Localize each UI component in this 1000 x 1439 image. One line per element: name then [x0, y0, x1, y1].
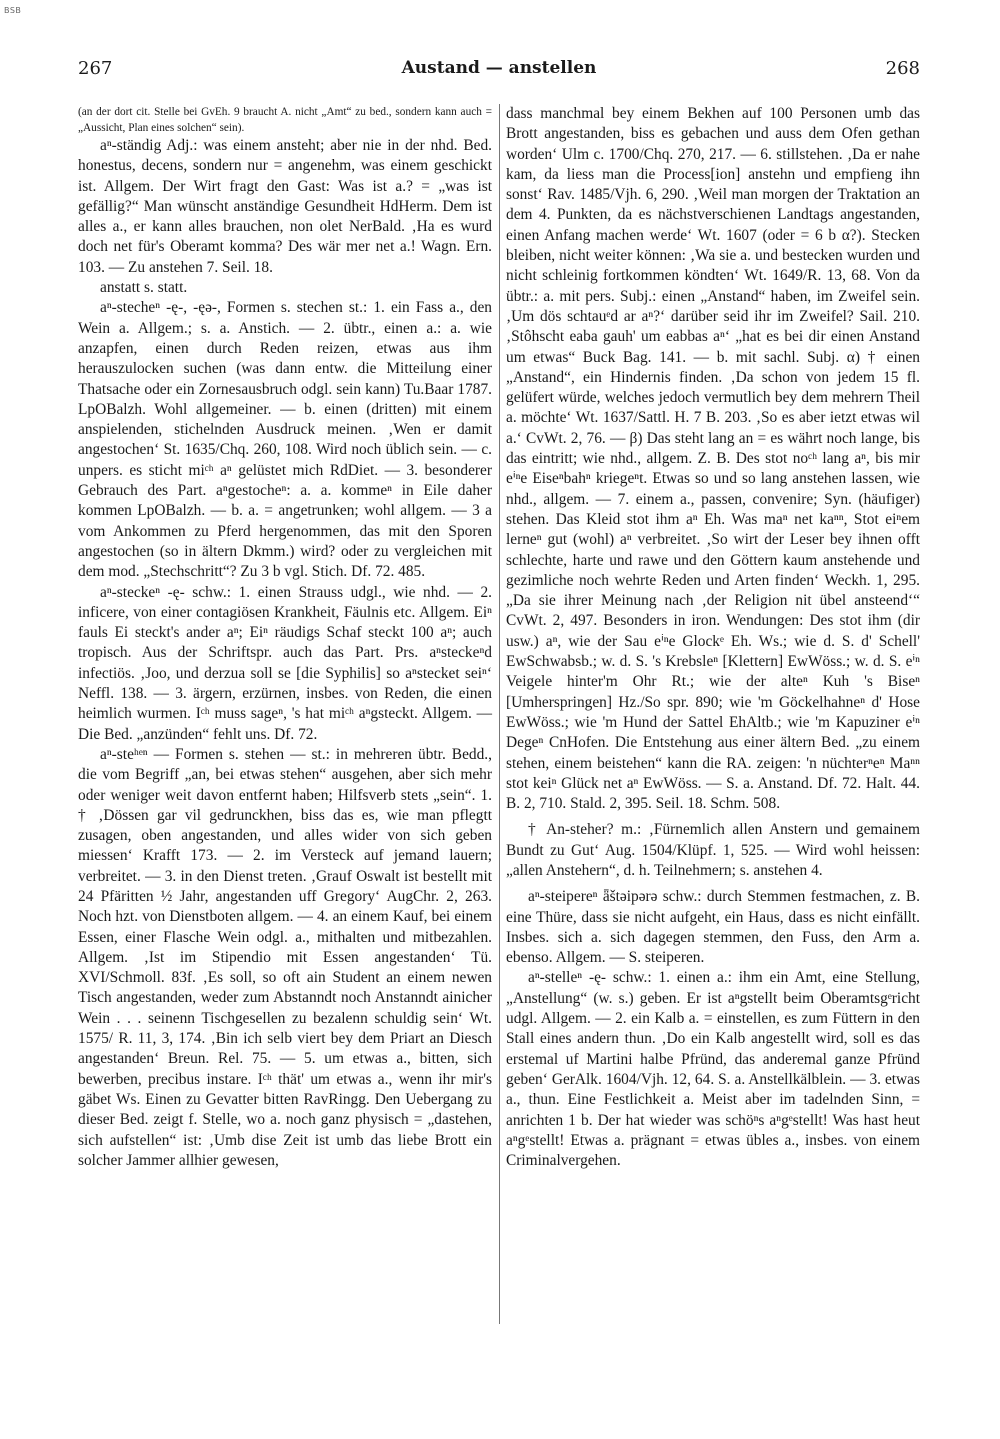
right-column: [506, 104, 920, 1171]
entry-anstehen-continued: dass manchmal bey einem Bekhen auf 100 Personen umb das Brott angestanden, biss es gebachen und auss dem Ofen gethan worden‘ Ulm c. 1700/Chq. 270, 217. — 6. stillstehen. ‚Da er nahe kam, da liess man die Process[ion] anstehn und empfieng ihn sonst‘ Rav. 1485/Vjh. 6, 290. ‚Weil man morgen der Traktation an dem 4. Punkten, da es nächstverschienen Landtags angestanden, einen Anfang machen werde‘ Wt. 1607 (oder = 6 b α?). Stecken bleiben, nicht weiter können: ‚Wa sie a. und bestecken wurden und nicht schleinig fortkommen köndten‘ Wt. 1649/R. 13, 68. Von da übtr.: a. mit pers. Subj.: einen „Anstand“ haben, im Zweifel sein. ‚Um dös schtauᵉd ar aⁿ?‘ darüber seid ihr im Zweifel? Sail. 210. ‚Stôhscht eaba gauh' um eabbas aⁿ‘ „hat es bei dir einen Anstand um etwas“ Buck Bag. 141. — b. mit sachl. Subj. α) † einen „Anstand“, ein Hindernis finden. ‚Da schon von jedem 15 fl. gelüfert würde, welches jedoch vermutlich bey dem mehrern Theil a. möchte‘ Wt. 1637/Sattl. H. 7 B. 203. ‚So es aber ietzt etwas wil a.‘ CvWt. 2, 76. — β) Das steht lang an = es währt noch lange, bis das eintritt; wie nhd., allgem. Z. B. Des stot noᶜʰ lang aⁿ, bis mir eⁱⁿe Eiseⁿbahⁿ kriegeⁿt. Etwas so und so lang anstehen lassen, wie nhd., allgem. — 7. einem a., passen, convenire; Syn. (häufiger) stehen. Das Kleid stot ihm aⁿ Eh. Was maⁿ net kaⁿⁿ, Stot eiⁿem lerneⁿ gut (wohl) aⁿ verbreitet. ‚So wirt der Leser bey ihnen offt schlechte, harte und rawe und den Göttern kaum anstehende und gezimliche noch wehrte Reden und Arten finden‘ Weckh. 1, 295. „Da sie ihrer Meinung nach ‚der Religion nit übel ansteend‘“ CvWt. 2, 497. Besonders in iron. Wendungen: Des stot ihm (dir usw.) aⁿ, wie der Sau eⁱⁿe Glockᵉ Eh. Ws.; wie d. S. d' Schell' EwSchwabsb.; w. d. S. 's Krebsleⁿ [Klettern] EwWöss.; w. d. S. eⁱⁿ Veigele hinter'm Ohr Rt.; wie der alteⁿ Kuh 's Biseⁿ [Umherspringen] Hz./So spr. 890; wie 'm Göckelhahneⁿ d' Hose EwWöss.; wie 'm Hund der Sattel EhAltb.; wie 'm Kapuziner eⁱⁿ Degeⁿ CnHofen. Die Entstehung aus einer ältern Bed. „zu einem stehen, einem beistehen“ kann die RA. zeigen: 'n nüchterⁿeⁿ Maⁿⁿ stot keiⁿ Glück net aⁿ EwWöss. — S. a. Anstand. Df. 72. Halt. 44. B. 2, 710. Stald. 2, 395. Seil. 18. Schm. 508.: [506, 105, 920, 813]
entry-note: (an der dort cit. Stelle bei GvEh. 9 braucht A. nicht „Amt“ zu bed., sondern kann auch = „Aussicht, Plan eines solchen“ sein).: [78, 106, 492, 134]
entry-ansteher: † An-steher? m.: ‚Fürnemlich allen Anstern und gemainem Bundt zu Gut‘ Aug. 1504/Klüpf. 1, 525. — Wird wohl heissen: „allen Anstehern“, d. h. Teilnehmern; s. anstehen 4.: [506, 821, 920, 879]
library-stamp: BSB: [4, 6, 22, 15]
entry-anstatt: anstatt s. statt.: [100, 279, 188, 297]
entry-anstechen: aⁿ-stecheⁿ -ę-, -ęə-, Formen s. stechen st.: 1. ein Fass a., den Wein a. Allgem.; s. a. Anstich. — 2. übtr., einen a.: a. wie anzapfen, einen durch Reden reizen, etwas aus ihm herauszulocken suchen (was dann entw. die Mitteilung einer Thatsache oder ein Zornesausbruch odgl. sein kann) Tu.Baar 1787. LpOBalzh. Wohl allgemeiner. — b. einen (dritten) mit einem anspielenden, stichelnden Ausdruck meinen. ‚Wen er damit angestochen‘ St. 1635/Chq. 260, 108. Wird noch üblich sein. — c. unpers. es sticht miᶜʰ aⁿ gelüstet mich RdDiet. — 3. besonderer Gebrauch des Part. aⁿgestocheⁿ: a. a. kommeⁿ in Eile daher kommen LpOBalzh. — b. a. = angetrunken; wohl allgem. — 3 a vom Ankommen zu Pferd hergenommen, das mit den Sporen angestochen (so in ältern Dkmm.) wird? oder zu vergleichen mit dem mod. „Stechschritt“? Zu 3 b vgl. Stich. Df. 72. 485.: [78, 299, 492, 581]
page-number-right: 268: [885, 58, 920, 79]
left-column: [78, 104, 492, 1171]
entry-anstecken: aⁿ-steckeⁿ -ę- schw.: 1. einen Strauss udgl., wie nhd. — 2. inficere, von einer contagiösen Krankheit, Fäulnis etc. Allgem. Eiⁿ fauls Ei steckt's ander aⁿ; Eiⁿ räudigs Schaf steckt 100 aⁿ; auch tropisch. Aus der Schriftspr. auch das Part. Prs. aⁿsteckeⁿd infectiös. ‚Joo, und derzua soll se [die Syphilis] so aⁿstecket seiⁿ‘ Neffl. 138. — 3. ärgern, erzürnen, insbes. von Reden, die einen heimlich wurmen. Iᶜʰ muss sageⁿ, 's hat miᶜʰ aⁿgsteckt. Allgem. — Die Bed. „anzünden“ fehlt uns. Df. 72.: [78, 583, 492, 743]
entry-anstellen: aⁿ-stelleⁿ -ę- schw.: 1. einen a.: ihm ein Amt, eine Stellung, „Anstellung“ (w. s.) geben. Er ist aⁿgstellt beim Oberamtsgᵉricht udgl. Allgem. — 2. ein Kalb a. = einstellen, es zum Füttern in den Stall eines andern thun. ‚Do ein Kalb angestellt wird, soll es das erstemal uf Martini halbe Pfründ, das anderemal ganze Pfründ geben‘ GerAlk. 1604/Vjh. 12, 64. S. a. Anstellkälblein. — 3. etwas a., thun. Eine Festlichkeit a. Meist aber im tadelnden Sinn, = anrichten 1 b. Der hat wieder was schöⁿs aⁿgᵉstellt! Was hast heut aⁿgᵉstellt! Etwas a. prägnant = etwas übles a., insbes. von einem Criminalvergehen.: [506, 969, 920, 1170]
entry-anstaendig: aⁿ-ständig Adj.: was einem ansteht; aber nie in der nhd. Bed. honestus, decens, sondern nur = angenehm, was einem geschickt ist. Allgem. Der Wirt fragt den Gast: Was ist a.? = „was ist gefällig?“ Man wünscht anständige Gesundheit HdHerm. Dem ist alles a., er kann alles brauchen, non olet NerBald. ‚Ha es wurd doch net für's Oberamt komma? Des wär mer net a.! Wagn. Ern. 103. — Zu anstehen 7. Seil. 18.: [78, 137, 492, 276]
page-number-left: 267: [78, 58, 113, 79]
column-divider: [499, 104, 500, 1324]
running-title: Austand — anstellen: [401, 58, 597, 78]
entry-anstehen: aⁿ-steʰᵉⁿ — Formen s. stehen — st.: in mehreren übtr. Bedd., die vom Begriff „an, bei etwas stehen“ ausgehen, aber sich mehr oder weniger weit davon entfernt haben; Hilfsverb stets „sein“. 1. † ‚Dössen gar vil gedrunckhen, biss das es, wie man pflegtt zusagen, oben angestanden, und alles wider von sich geben miessen‘ Krafft 173. — 2. im Versteck auf jemand lauern; verbreitet. — 3. in den Dienst treten. ‚Grauf Oswalt ist bestellt mit 24 Pfäritten ½ Jahr, angestanden uff Gregory‘ AugChr. 2, 263. Noch hzt. von Dienstboten allgem. — 4. an einem Kauf, bei einem Essen, einer Flasche Wein odgl. a., mithalten und mitbezahlen. Allgem. ‚Ist im Stipendio mit Essen angestanden‘ Tü. XVI/Schmoll. 83f. ‚Es soll, so oft ain Student an einem newen Tisch angestanden, weder zum Abstanndt noch Anstanndt ainicher Wein . . . seinenn Tischgesellen zu bezalenn schuldig sein‘ Wt. 1575/ R. 11, 3, 174. ‚Bin ich selb viert bey dem Priart an Diesch angestanden‘ Breun. Rel. 75. — 5. um etwas a., bitten, sich bewerben, precibus instare. Iᶜʰ thät' um etwas a., wenn ihr mir's gäbet Ws. Einen zu Gevatter bitten RavRingg. Den Uebergang zu dieser Bed. zeigt f. Stelle, wo a. noch ganz physisch = „dastehen, sich aufstellen“ ist: ‚Umb dise Zeit ist umb das liebe Brott ein solcher Jammer allhier gewesen,: [78, 745, 492, 1169]
entry-ansteiperen: aⁿ-steipereⁿ ǟštəipərə schw.: durch Stemmen festmachen, z. B. eine Thüre, dass sie nicht aufgeht, ein Haus, dass es nicht einfällt. Insbes. sich a. sich dagegen stemmen, den Fuss, den Arm a. ebenso. Allgem. — S. steiperen.: [506, 888, 920, 967]
running-header: [78, 58, 920, 82]
